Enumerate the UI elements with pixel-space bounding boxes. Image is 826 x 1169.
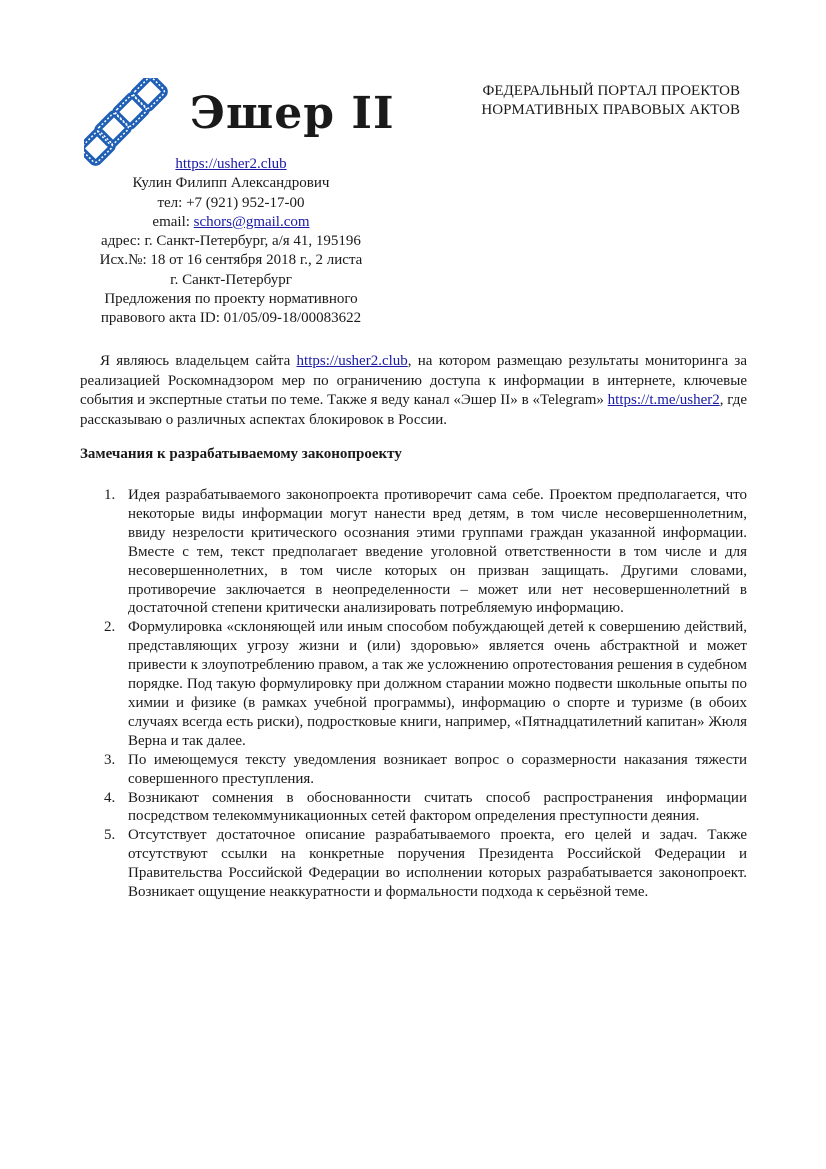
intro-text-3: , где рассказываю о различных аспектах блокировок в России. [80,392,747,428]
remark-text: По имеющемуся тексту уведомления возникает вопрос о соразмерности наказания тяжести совершенного преступления. [128,751,747,787]
email-label: email: [152,213,194,230]
remark-item [80,826,747,902]
remark-item [80,789,747,827]
intro-text-1: Я являюсь владельцем сайта [100,353,297,369]
sender-phone: тел: +7 (921) 952-17-00 [157,194,305,211]
contact-block [60,155,402,329]
remark-text: Формулировка «склоняющей или иным способом побуждающей детей к совершению действий, представляющих угрозу жизни и (или) здоровью» является очень абстрактной и может привести к злоупотреблению правом, а так же усложнению опротестования решения в судебном порядке. Под такую формулировку при должном старании можно подвести школьные опыты по химии и физике (в рамках учебной программы), информацию о спорте и туризме (в обоих случаях всегда есть риски), подростковые книги, например, «Пятнадцатилетний капитан» Жюля Верна и так далее. [128,619,747,749]
remark-text: Возникают сомнения в обоснованности считать способ распространения информации посредством телекоммуникационных сетей фактором определения преступности деяния. [128,789,747,825]
remark-number: 5. [104,827,116,844]
email-link[interactable]: schors@gmail.com [193,213,310,230]
sender-email [60,213,402,232]
remark-text: Отсутствует достаточное описание разрабатываемого проекта, его целей и задач. Также отсутствуют ссылки на конкретные поручения Президента Российской Федерации и Правительства Российской Федерации во исполнении которых разрабатывается законопроект. Возникает ощущение неаккуратности и формальности подхода к серьёзной теме. [128,827,747,901]
remark-item [80,486,747,618]
remark-item [80,618,747,750]
remark-number: 2. [104,619,116,636]
outgoing-number: Исх.№: 18 от 16 сентября 2018 г., 2 листа [99,252,363,269]
remark-number: 1. [104,487,116,503]
portal-title-line1: ФЕДЕРАЛЬНЫЙ ПОРТАЛ ПРОЕКТОВ [482,83,740,99]
sender-address: адрес: г. Санкт-Петербург, а/я 41, 195196 [101,233,361,250]
remarks-list [80,486,747,902]
intro-site-link[interactable]: https://usher2.club [296,353,408,369]
site-link[interactable]: https://usher2.club [175,156,287,172]
remarks-heading: Замечания к разрабатываемому законопроекту [80,446,402,462]
portal-title-line2: НОРМАТИВНЫХ ПРАВОВЫХ АКТОВ [481,102,740,118]
remark-text: Идея разрабатываемого законопроекта противоречит сама себе. Проектом предполагается, что некоторые виды информации могут нанести вред детям, в том числе несовершеннолетним, ввиду незрелости критического осознания этими группами граждан указанной информации. Вместе с тем, текст предполагает введение уголовной ответственности в том числе и для несовершеннолетних, в том числе которых он призван защищать. Другими словами, противоречие заключается в неопределенности – может или нет несовершеннолетний в достаточной степени критически анализировать потребляемую информацию. [128,487,747,617]
intro-text-2: , на котором размещаю результаты мониторинга за реализацией Роскомнадзором мер по ограничению доступа к информации в интернете, ключевые события и экспертные статьи по теме. Также я веду канал «Эшер II» в «Telegram» [80,353,747,408]
subject-line2: правового акта ID: 01/05/09-18/00083622 [100,310,362,327]
intro-paragraph [80,352,747,430]
subject-line1: Предложения по проекту нормативного [104,291,358,308]
remark-number: 3. [104,751,116,768]
remark-item [80,751,747,789]
remark-number: 4. [104,789,116,806]
telegram-link[interactable]: https://t.me/usher2 [607,392,720,408]
sender-name: Кулин Филипп Александрович [132,175,330,192]
portal-title [440,82,740,120]
sender-city: г. Санкт-Петербург [170,271,292,288]
logo-text: Эшер II [190,88,395,139]
